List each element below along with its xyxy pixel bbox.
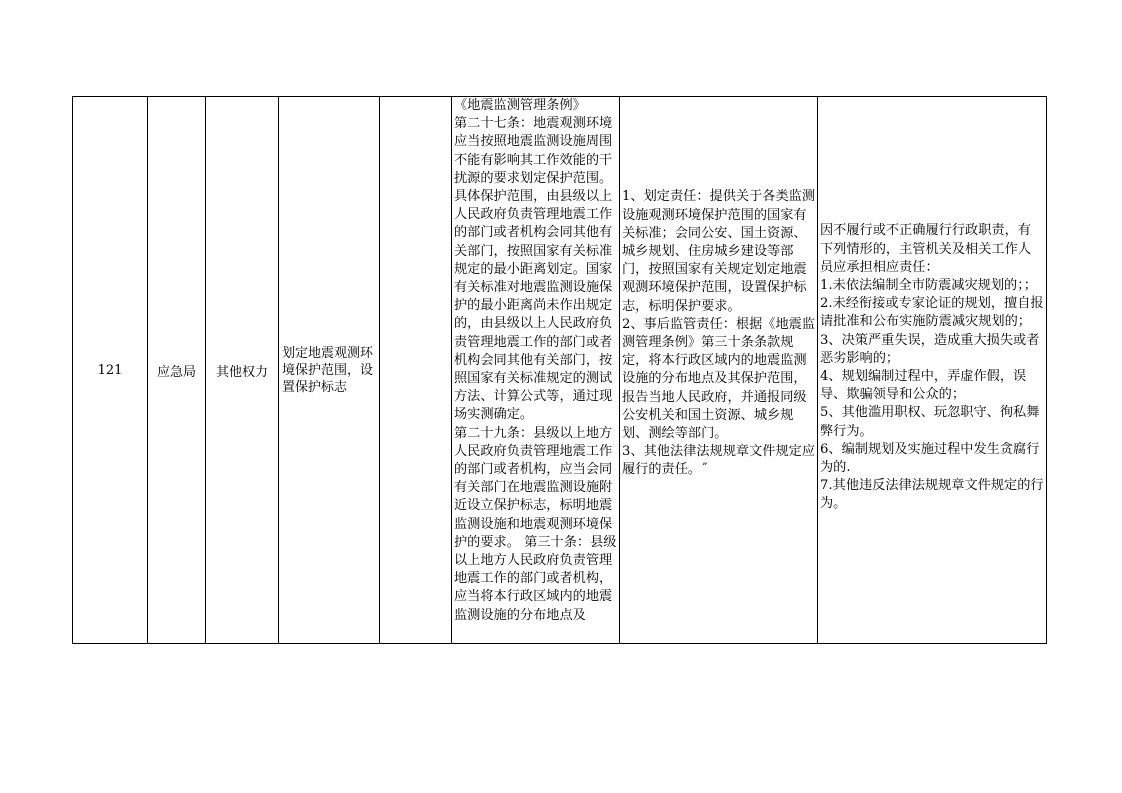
accountability-cell — [818, 97, 1047, 644]
power-type: 其他权力 — [215, 364, 268, 380]
power-type-cell — [206, 97, 279, 644]
item-name-cell — [279, 97, 380, 644]
department-cell — [148, 97, 206, 644]
responsibilities-text: 1、划定责任：提供关于各类监测设施观测环境保护范围的国家有关标准；会同公安、国土资源、城乡规划、住房城乡建设等部门，按照国家有关规定划定地震观测环境保护范围，设置保护标志，标明保护要求。 2、事后监管责任：根据《地震监测管理条例》第三十条条款规定，将本行政区域内的地震监测设施的分布地点及其保护范围，报告当地人民政府，并通报同级公安机关和国土资源、城乡规划、测绘等部门。 3、其他法律法规规章文件规定应履行的责任。˝ — [622, 189, 816, 478]
basis-cell — [452, 97, 620, 644]
department: 应急局 — [156, 364, 196, 380]
item-name: 划定地震观测环境保护范围，设置保护标志 — [282, 345, 374, 395]
row-number: 121 — [97, 362, 123, 378]
legal-basis-text: 《地震监测管理条例》 第二十七条：地震观测环境应当按照地震监测设施周围不能有影响其工作效能的干扰源的要求划定保护范围。具体保护范围，由县级以上人民政府负责管理地震工作的部门或者机构会同其他有关部门，按照国家有关标准规定的最小距离划定。国家有关标准对地震监测设施保护的最小距离尚未作出规定的，由县级以上人民政府负责管理地震工作的部门或者机构会同其他有关部门，按照国家有关标准规定的测试方法、计算公式等，通过现场实测确定。 第二十九条：县级以上地方人民政府负责管理地震工作的部门或者机构，应当会同有关部门在地震监测设施附近设立保护标志，标明地震监测设施和地震观测环境保护的要求。 第三十条：县级以上地方人民政府负责管理地震工作的部门或者机构，应当将本行政区域内的地震监测设施的分布地点及 — [454, 98, 617, 623]
power-list-table — [72, 96, 1047, 644]
table-row — [73, 97, 1047, 644]
accountability-text: 因不履行或不正确履行行政职责，有下列情形的，主管机关及相关工作人员应承担相应责任： 1.未依法编制全市防震减灾规划的；； 2.未经衔接或专家论证的规划，擅自报请批准和公布实施防震减灾规划的； 3、决策严重失误，造成重大损失或者恶劣影响的； 4、规划编制过程中，弄虚作假，误导、欺骗领导和公众的； 5、其他滥用职权、玩忽职守、徇私舞弊行为。 6、编制规划及实施过程中发生贪腐行为的. 7.其他违反法律法规规章文件规定的行为。 — [820, 223, 1044, 512]
row-number-cell — [73, 97, 148, 644]
blank-cell — [380, 97, 452, 644]
responsibilities-cell — [620, 97, 818, 644]
